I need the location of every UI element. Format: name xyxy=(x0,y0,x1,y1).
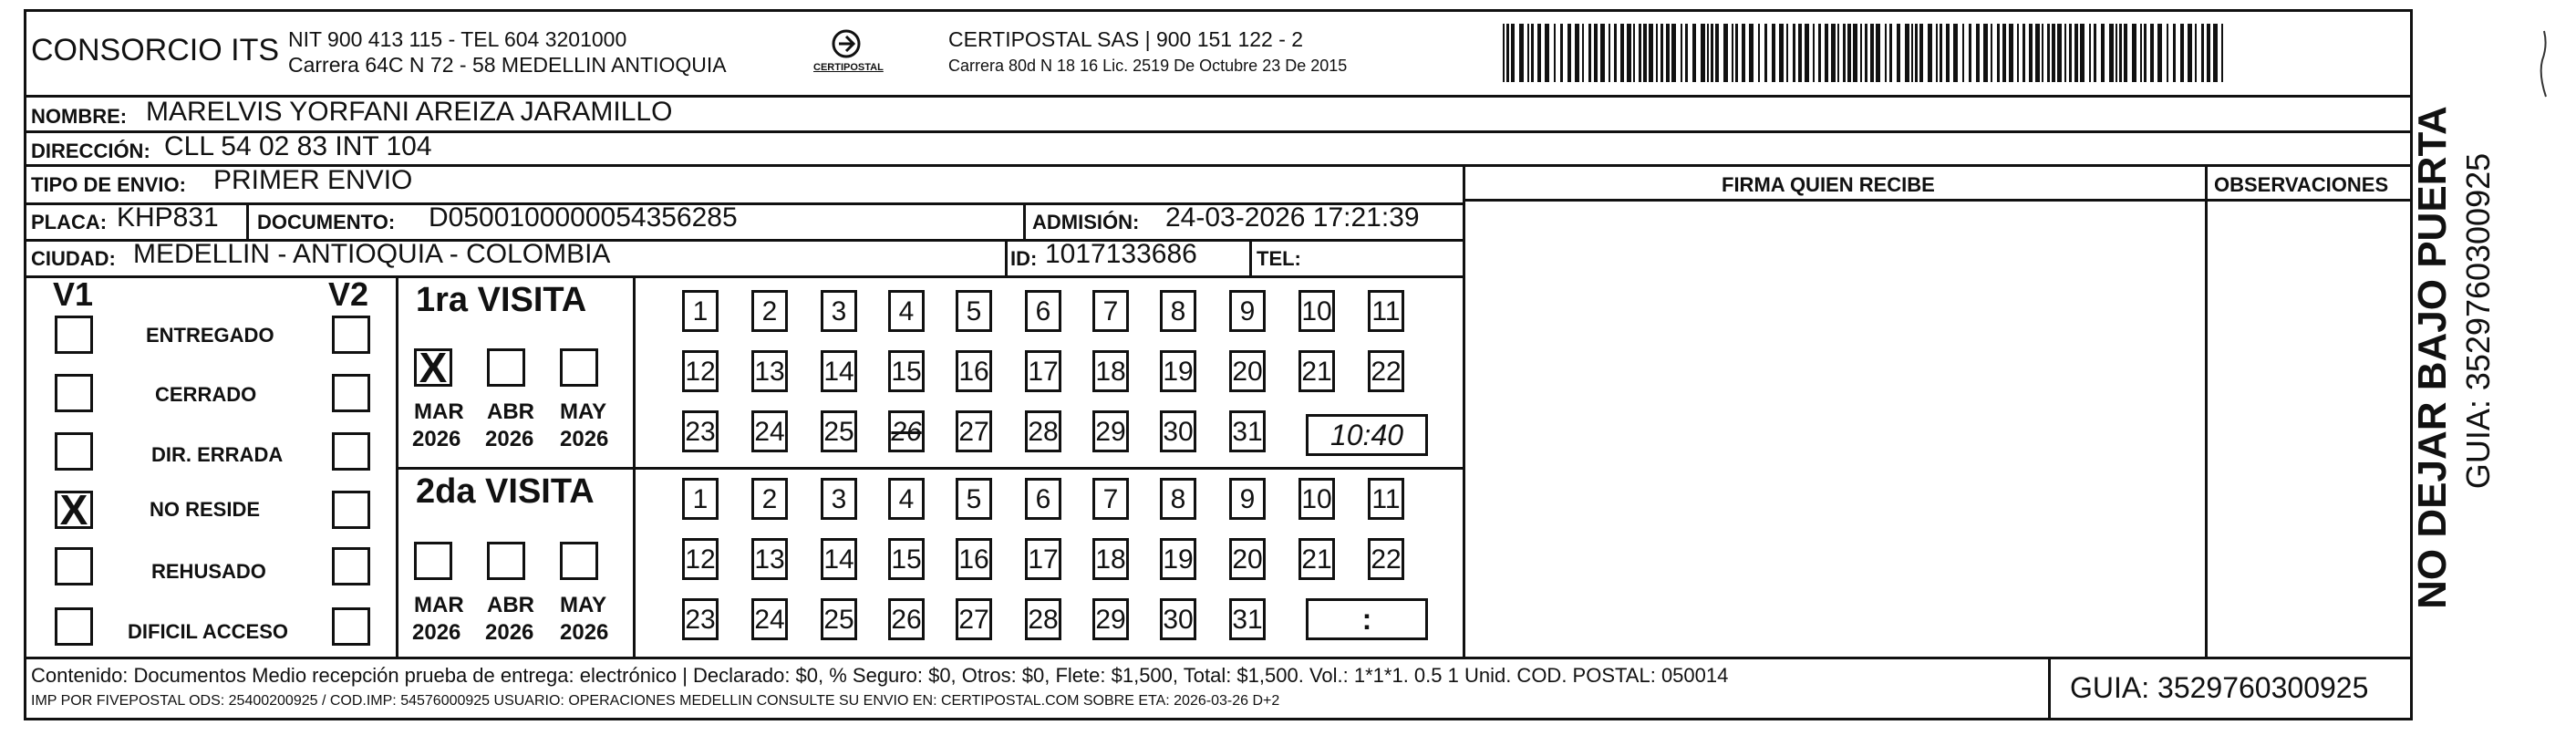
second-visit-year-abr: 2026 xyxy=(485,620,534,645)
second-visit-month-mar: MAR xyxy=(414,593,464,617)
tel-label: TEL: xyxy=(1257,247,1301,270)
first-visit-day-7[interactable]: 7 xyxy=(1092,290,1129,332)
rule xyxy=(2048,657,2051,720)
first-visit-year-abr: 2026 xyxy=(485,427,534,451)
v2-header: V2 xyxy=(328,275,369,313)
admision-label: ADMISIÓN: xyxy=(1032,211,1140,233)
first-visit-day-26[interactable]: 26 xyxy=(888,410,925,452)
ciudad-value: MEDELLIN - ANTIOQUIA - COLOMBIA xyxy=(133,239,611,269)
v1-header: V1 xyxy=(53,275,94,313)
id-value: 1017133686 xyxy=(1045,239,1197,269)
v2-checkbox-entregado[interactable] xyxy=(332,316,370,354)
first-visit-month-abr: ABR xyxy=(487,399,534,424)
no-dejar-bajo-puerta-notice: NO DEJAR BAJO PUERTA xyxy=(2410,106,2455,609)
v2-checkbox-dificil-acceso[interactable] xyxy=(332,607,370,646)
second-visit-title: 2da VISITA xyxy=(416,472,595,511)
second-visit-month-mar-checkbox[interactable] xyxy=(414,542,452,580)
second-visit-day-25[interactable]: 25 xyxy=(821,598,857,640)
second-visit-day-9[interactable]: 9 xyxy=(1229,478,1266,520)
first-visit-day-23[interactable]: 23 xyxy=(682,410,719,452)
v2-checkbox-dir-errada[interactable] xyxy=(332,432,370,471)
first-visit-year-mar: 2026 xyxy=(412,427,461,451)
first-visit-day-1[interactable]: 1 xyxy=(682,290,719,332)
v1-checkbox-rehusado[interactable] xyxy=(55,547,93,585)
second-visit-day-23[interactable]: 23 xyxy=(682,598,719,640)
second-visit-time[interactable]: : xyxy=(1306,598,1428,640)
first-visit-day-8[interactable]: 8 xyxy=(1160,290,1196,332)
second-visit-day-21[interactable]: 21 xyxy=(1298,538,1335,580)
second-visit-day-22[interactable]: 22 xyxy=(1368,538,1404,580)
barcode xyxy=(1503,24,2228,82)
second-visit-year-may: 2026 xyxy=(560,620,609,645)
rule xyxy=(1005,239,1008,275)
second-visit-day-17[interactable]: 17 xyxy=(1025,538,1061,580)
ink-mark xyxy=(2535,27,2553,100)
first-visit-month-abr-checkbox[interactable] xyxy=(487,348,525,387)
documento-value: D0500100000054356285 xyxy=(429,202,738,233)
first-visit-day-4[interactable]: 4 xyxy=(888,290,925,332)
status-cerrado: CERRADO xyxy=(155,383,257,406)
footer-guia: GUIA: 3529760300925 xyxy=(2070,671,2369,704)
first-visit-day-28[interactable]: 28 xyxy=(1025,410,1061,452)
second-visit-day-13[interactable]: 13 xyxy=(751,538,788,580)
second-visit-day-19[interactable]: 19 xyxy=(1160,538,1196,580)
rule xyxy=(396,275,398,657)
v1-checkbox-dificil-acceso[interactable] xyxy=(55,607,93,646)
second-visit-day-7[interactable]: 7 xyxy=(1092,478,1129,520)
nombre-label: NOMBRE: xyxy=(31,105,128,128)
first-visit-month-may-checkbox[interactable] xyxy=(560,348,598,387)
first-visit-day-13[interactable]: 13 xyxy=(751,350,788,392)
status-dificil-acceso: DIFICIL ACCESO xyxy=(128,620,289,643)
tipo-envio-value: PRIMER ENVIO xyxy=(213,165,413,195)
documento-label: DOCUMENTO: xyxy=(257,211,396,233)
second-visit-day-3[interactable]: 3 xyxy=(821,478,857,520)
second-visit-day-6[interactable]: 6 xyxy=(1025,478,1061,520)
second-visit-day-1[interactable]: 1 xyxy=(682,478,719,520)
tipo-envio-label: TIPO DE ENVIO: xyxy=(31,173,186,196)
second-visit-day-28[interactable]: 28 xyxy=(1025,598,1061,640)
second-visit-day-5[interactable]: 5 xyxy=(956,478,992,520)
v2-checkbox-rehusado[interactable] xyxy=(332,547,370,585)
company-info-line2: Carrera 64C N 72 - 58 MEDELLIN ANTIOQUIA xyxy=(288,53,727,77)
first-visit-day-18[interactable]: 18 xyxy=(1092,350,1129,392)
v1-checkbox-cerrado[interactable] xyxy=(55,374,93,412)
status-entregado: ENTREGADO xyxy=(146,324,274,347)
first-visit-day-10[interactable]: 10 xyxy=(1298,290,1335,332)
v2-checkbox-no-reside[interactable] xyxy=(332,491,370,529)
first-visit-day-19[interactable]: 19 xyxy=(1160,350,1196,392)
second-visit-year-mar: 2026 xyxy=(412,620,461,645)
first-visit-day-16[interactable]: 16 xyxy=(956,350,992,392)
firma-header: FIRMA QUIEN RECIBE xyxy=(1722,173,1935,196)
nombre-value: MARELVIS YORFANI AREIZA JARAMILLO xyxy=(146,97,673,127)
first-visit-month-may: MAY xyxy=(560,399,607,424)
first-visit-day-5[interactable]: 5 xyxy=(956,290,992,332)
v1-checkbox-entregado[interactable] xyxy=(55,316,93,354)
first-visit-year-may: 2026 xyxy=(560,427,609,451)
second-visit-day-14[interactable]: 14 xyxy=(821,538,857,580)
first-visit-day-24[interactable]: 24 xyxy=(751,410,788,452)
rule xyxy=(1463,199,2413,202)
v1-checkbox-dir-errada[interactable] xyxy=(55,432,93,471)
second-visit-day-2[interactable]: 2 xyxy=(751,478,788,520)
second-visit-day-10[interactable]: 10 xyxy=(1298,478,1335,520)
v2-checkbox-cerrado[interactable] xyxy=(332,374,370,412)
company-name: CONSORCIO ITS xyxy=(31,33,280,67)
first-visit-day-2[interactable]: 2 xyxy=(751,290,788,332)
second-visit-day-24[interactable]: 24 xyxy=(751,598,788,640)
rule xyxy=(24,275,1464,278)
second-visit-month-abr-checkbox[interactable] xyxy=(487,542,525,580)
second-visit-day-20[interactable]: 20 xyxy=(1229,538,1266,580)
rule xyxy=(1463,164,1465,657)
courier-info-line1: CERTIPOSTAL SAS | 900 151 122 - 2 xyxy=(948,27,1304,51)
rule xyxy=(24,657,2413,659)
first-visit-month-mar: MAR xyxy=(414,399,464,424)
first-visit-day-20[interactable]: 20 xyxy=(1229,350,1266,392)
id-label: ID: xyxy=(1010,247,1038,270)
first-visit-day-14[interactable]: 14 xyxy=(821,350,857,392)
direccion-value: CLL 54 02 83 INT 104 xyxy=(164,131,432,161)
first-visit-day-3[interactable]: 3 xyxy=(821,290,857,332)
side-guia: GUIA: 3529760300925 xyxy=(2459,152,2497,490)
second-visit-day-12[interactable]: 12 xyxy=(682,538,719,580)
courier-info-line2: Carrera 80d N 18 16 Lic. 2519 De Octubre 23 De 2015 xyxy=(948,57,1348,75)
first-visit-day-27[interactable]: 27 xyxy=(956,410,992,452)
placa-label: PLACA: xyxy=(31,211,108,233)
first-visit-day-21[interactable]: 21 xyxy=(1298,350,1335,392)
admision-value: 24-03-2026 17:21:39 xyxy=(1165,202,1420,233)
status-rehusado: REHUSADO xyxy=(151,560,266,583)
rule xyxy=(246,202,249,239)
first-visit-day-22[interactable]: 22 xyxy=(1368,350,1404,392)
second-visit-day-8[interactable]: 8 xyxy=(1160,478,1196,520)
first-visit-day-15[interactable]: 15 xyxy=(888,350,925,392)
first-visit-day-30[interactable]: 30 xyxy=(1160,410,1196,452)
second-visit-day-11[interactable]: 11 xyxy=(1368,478,1404,520)
rule xyxy=(633,275,636,657)
first-visit-month-mar-checkbox[interactable]: X xyxy=(414,348,452,387)
v1-checkbox-no-reside[interactable]: X xyxy=(55,491,93,529)
first-visit-day-9[interactable]: 9 xyxy=(1229,290,1266,332)
second-visit-day-15[interactable]: 15 xyxy=(888,538,925,580)
second-visit-day-26[interactable]: 26 xyxy=(888,598,925,640)
first-visit-day-25[interactable]: 25 xyxy=(821,410,857,452)
first-visit-title: 1ra VISITA xyxy=(416,281,587,319)
rule xyxy=(1249,239,1252,275)
first-visit-day-12[interactable]: 12 xyxy=(682,350,719,392)
first-visit-day-6[interactable]: 6 xyxy=(1025,290,1061,332)
rule xyxy=(396,467,1464,470)
placa-value: KHP831 xyxy=(117,202,219,233)
second-visit-day-31[interactable]: 31 xyxy=(1229,598,1266,640)
first-visit-day-17[interactable]: 17 xyxy=(1025,350,1061,392)
second-visit-day-18[interactable]: 18 xyxy=(1092,538,1129,580)
first-visit-day-29[interactable]: 29 xyxy=(1092,410,1129,452)
first-visit-time[interactable]: 10:40 xyxy=(1306,414,1428,456)
rule xyxy=(1023,202,1026,239)
first-visit-day-31[interactable]: 31 xyxy=(1229,410,1266,452)
second-visit-day-29[interactable]: 29 xyxy=(1092,598,1129,640)
footer-content-line: Contenido: Documentos Medio recepción prueba de entrega: electrónico | Declarado: $0, % Seguro: $0, Otros: $0, Flete: $1,500, Total: $1,500. Vol.: 1*1*1. 0.5 1 Unid. COD. POSTAL: 050014 xyxy=(31,664,1729,687)
second-visit-day-4[interactable]: 4 xyxy=(888,478,925,520)
second-visit-month-may-checkbox[interactable] xyxy=(560,542,598,580)
status-no-reside: NO RESIDE xyxy=(150,498,261,521)
status-dir-errada: DIR. ERRADA xyxy=(151,443,284,466)
observaciones-header: OBSERVACIONES xyxy=(2214,173,2389,196)
rule xyxy=(2205,164,2208,657)
second-visit-day-16[interactable]: 16 xyxy=(956,538,992,580)
direccion-label: DIRECCIÓN: xyxy=(31,140,150,162)
company-info-line1: NIT 900 413 115 - TEL 604 3201000 xyxy=(288,27,627,51)
footer-imp-line: IMP POR FIVEPOSTAL ODS: 25400200925 / COD.IMP: 54576000925 USUARIO: OPERACIONES MEDELLIN CONSULTE SU ENVIO EN: CERTIPOSTAL.COM SOBRE ETA: 2026-03-26 D+2 xyxy=(31,693,1280,709)
second-visit-day-30[interactable]: 30 xyxy=(1160,598,1196,640)
second-visit-month-may: MAY xyxy=(560,593,607,617)
second-visit-month-abr: ABR xyxy=(487,593,534,617)
first-visit-day-11[interactable]: 11 xyxy=(1368,290,1404,332)
certipostal-logo: CERTIPOSTAL xyxy=(810,26,883,80)
ciudad-label: CIUDAD: xyxy=(31,247,116,270)
second-visit-day-27[interactable]: 27 xyxy=(956,598,992,640)
